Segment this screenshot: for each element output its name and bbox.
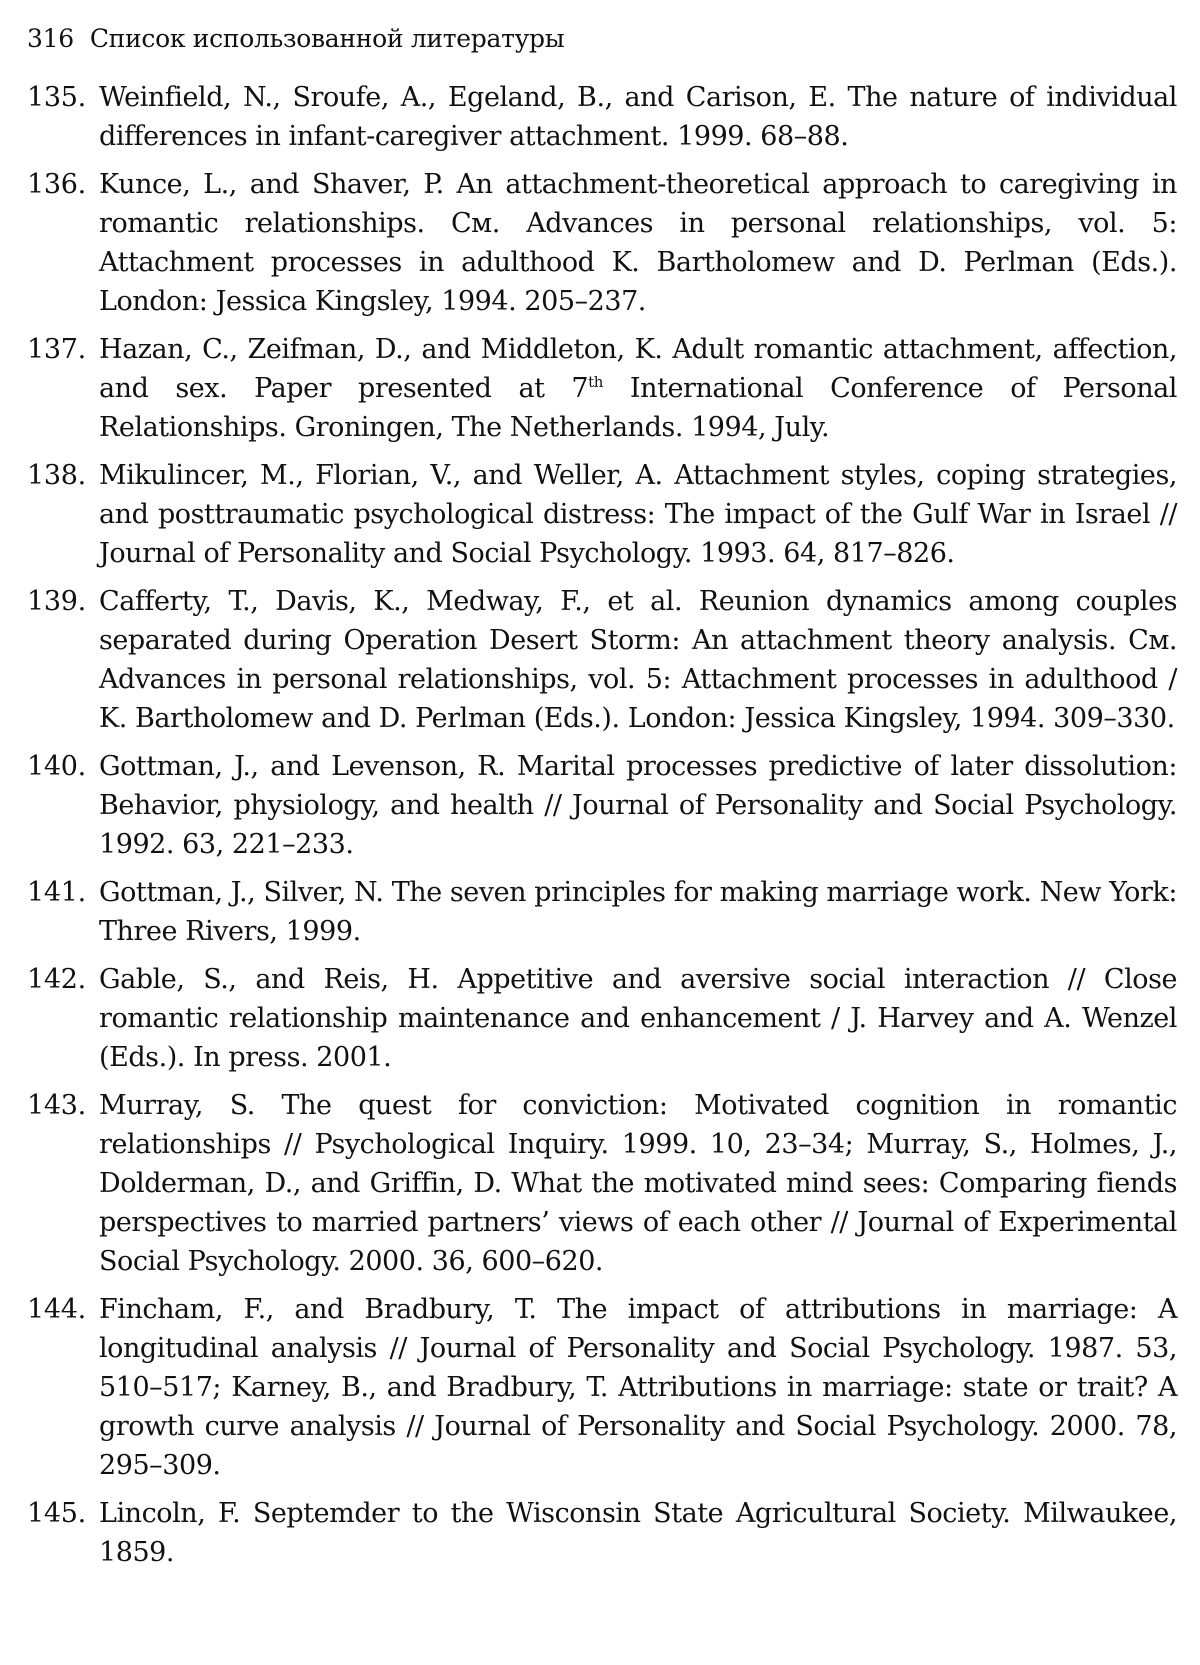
reference-number: 140. xyxy=(27,747,99,786)
reference-text: Kunce, L., and Shaver, P. An attachment-theoretical approach to caregiving in romantic relationships. См. Advances in personal relationships, vol. 5: Attachment processes in adulthood K. Bartholomew and D. Perlman (Eds.). London: Jessica Kingsley, 1994. 205–237. xyxy=(99,165,1177,321)
reference-text-part: Hazan, C., Zeifman, D., and Middleton, K. Adult romantic attachment, affection, and sex. Paper presented at 7 xyxy=(99,334,1177,404)
section-title: Список использованной литературы xyxy=(90,24,565,53)
reference-item xyxy=(27,456,1177,573)
reference-number: 142. xyxy=(27,960,99,999)
reference-item xyxy=(27,78,1177,156)
reference-item xyxy=(27,165,1177,321)
reference-item xyxy=(27,1086,1177,1281)
reference-text xyxy=(99,330,1177,447)
reference-number: 137. xyxy=(27,330,99,369)
reference-text: Murray, S. The quest for conviction: Motivated cognition in romantic relationships // Psychological Inquiry. 1999. 10, 23–34; Murray, S., Holmes, J., Dolderman, D., and Griffin, D. What the motivated mind sees: Comparing fiends perspectives to married partners’ views of each other // Journal of Experimental Social Psychology. 2000. 36, 600–620. xyxy=(99,1086,1177,1281)
reference-text: Mikulincer, M., Florian, V., and Weller, A. Attachment styles, coping strategies, and posttraumatic psychological distress: The impact of the Gulf War in Israel // Journal of Personality and Social Psychology. 1993. 64, 817–826. xyxy=(99,456,1177,573)
document-page xyxy=(27,22,1177,1581)
reference-text: Gottman, J., Silver, N. The seven principles for making marriage work. New York: Three Rivers, 1999. xyxy=(99,873,1177,951)
reference-number: 135. xyxy=(27,78,99,117)
reference-number: 144. xyxy=(27,1290,99,1329)
reference-text: Gottman, J., and Levenson, R. Marital processes predictive of later dissolution: Behavior, physiology, and health // Journal of Personality and Social Psychology. 1992. 63, 221–233. xyxy=(99,747,1177,864)
running-head xyxy=(27,22,1177,56)
reference-number: 143. xyxy=(27,1086,99,1125)
reference-text-part: International Conference of Personal Relationships. Groningen, The Netherlands. 1994, July. xyxy=(99,373,1177,443)
page-number: 316 xyxy=(27,22,74,56)
reference-item xyxy=(27,582,1177,738)
reference-item xyxy=(27,1494,1177,1572)
reference-item xyxy=(27,330,1177,447)
reference-item xyxy=(27,960,1177,1077)
reference-text: Weinfield, N., Sroufe, A., Egeland, B., and Carison, E. The nature of individual differences in infant-caregiver attachment. 1999. 68–88. xyxy=(99,78,1177,156)
reference-text: Lincoln, F. Septemder to the Wisconsin State Agricultural Society. Milwaukee, 1859. xyxy=(99,1494,1177,1572)
reference-item xyxy=(27,873,1177,951)
reference-text: Cafferty, T., Davis, K., Medway, F., et al. Reunion dynamics among couples separated during Operation Desert Storm: An attachment theory analysis. См. Advances in personal relationships, vol. 5: Attachment processes in adulthood / K. Bartholomew and D. Perlman (Eds.). London: Jessica Kingsley, 1994. 309–330. xyxy=(99,582,1177,738)
reference-number: 141. xyxy=(27,873,99,912)
ordinal-superscript: th xyxy=(588,373,603,391)
reference-text: Fincham, F., and Bradbury, T. The impact of attributions in marriage: A longitudinal analysis // Journal of Personality and Social Psychology. 1987. 53, 510–517; Karney, B., and Bradbury, T. Attributions in marriage: state or trait? A growth curve analysis // Journal of Personality and Social Psychology. 2000. 78, 295–309. xyxy=(99,1290,1177,1485)
reference-number: 136. xyxy=(27,165,99,204)
reference-list xyxy=(27,78,1177,1572)
reference-item xyxy=(27,747,1177,864)
reference-number: 138. xyxy=(27,456,99,495)
reference-item xyxy=(27,1290,1177,1485)
reference-number: 145. xyxy=(27,1494,99,1533)
reference-number: 139. xyxy=(27,582,99,621)
reference-text: Gable, S., and Reis, H. Appetitive and aversive social interaction // Close romantic relationship maintenance and enhancement / J. Harvey and A. Wenzel (Eds.). In press. 2001. xyxy=(99,960,1177,1077)
